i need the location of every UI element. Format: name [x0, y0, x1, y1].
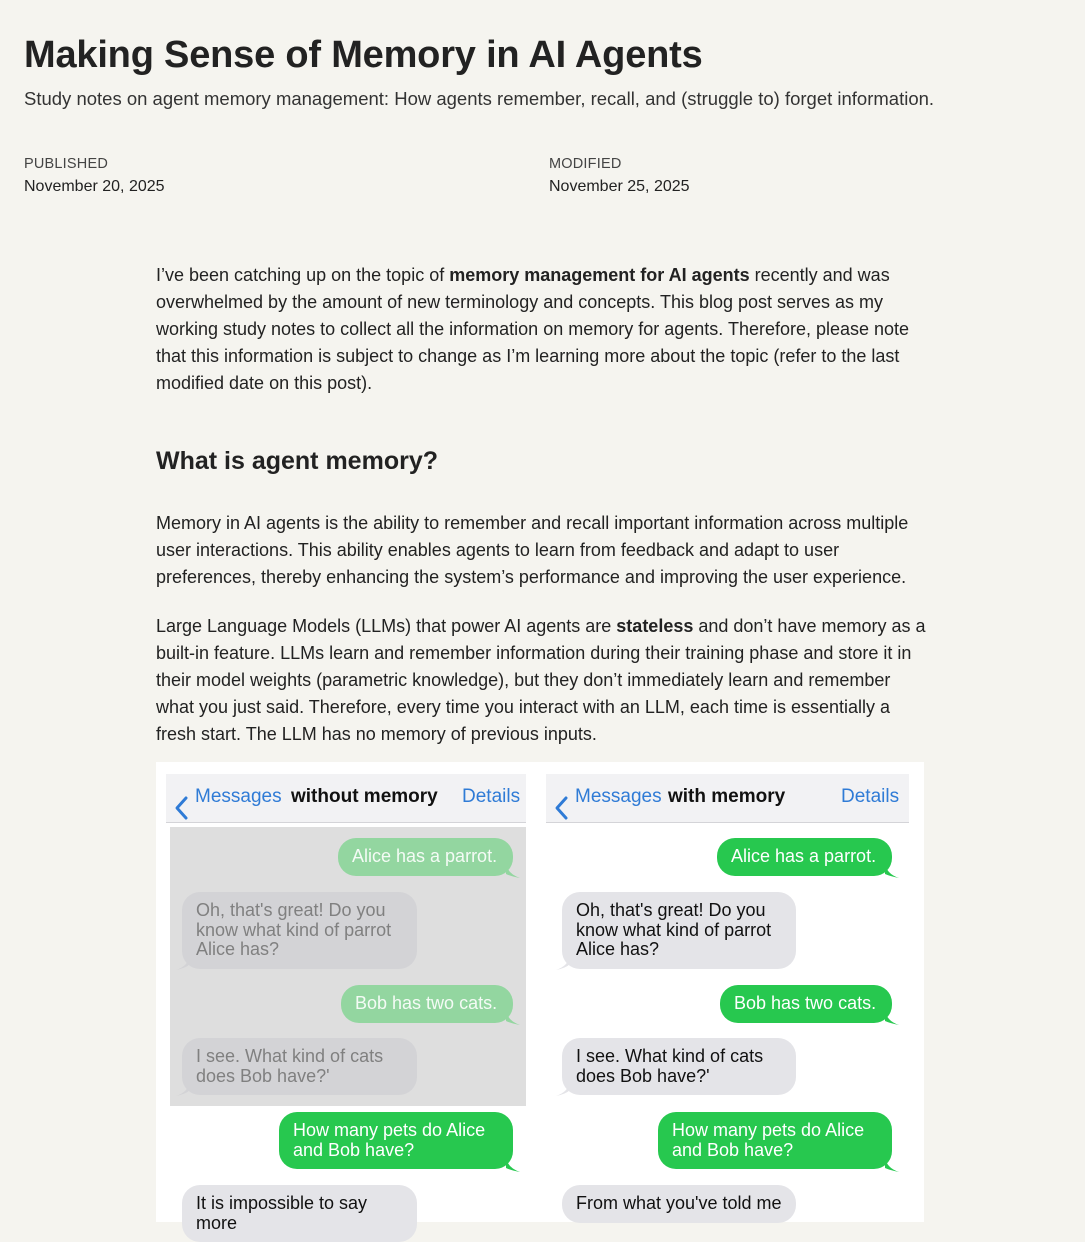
- page-subtitle: Study notes on agent memory management: How agents remember, recall, and (struggle to) forget information.: [24, 88, 935, 109]
- right-msg-user-3: How many pets do Alice and Bob have?: [658, 1112, 892, 1169]
- right-msg-agent-2: I see. What kind of cats does Bob have?': [562, 1038, 796, 1095]
- left-details-link[interactable]: Details: [462, 786, 521, 807]
- left-msg-agent-2: I see. What kind of cats does Bob have?': [182, 1038, 417, 1095]
- intro-emphasis: memory management for AI agents: [449, 265, 750, 285]
- modified-meta: [549, 156, 690, 196]
- right-phone-header: [546, 774, 909, 823]
- left-msg-user-2: Bob has two cats.: [341, 985, 513, 1023]
- intro-text-end: recently and was overwhelmed by the amount of new terminology and concepts. This blog post serves as my working study notes to collect all the information on memory for agents. Therefore, please note that this information is subject to change as I’m learning more about the topic (refer to the last modified date on this post).: [156, 265, 910, 393]
- right-msg-agent-3: From what you've told me: [562, 1185, 796, 1223]
- intro-text-start: I’ve been catching up on the topic of: [156, 265, 450, 285]
- page-title: Making Sense of Memory in AI Agents: [24, 34, 703, 76]
- left-back-link[interactable]: Messages: [195, 786, 282, 807]
- intro-paragraph: [156, 262, 926, 397]
- stateless-text-end: and don’t have memory as a built-in feature. LLMs learn and remember information during their training phase and store it in their model weights (parametric knowledge), but they don’t immediately learn and remember what you just said. Therefore, every time you interact with an LLM, each time is essentially a fresh start. The LLM has no memory of previous inputs.: [156, 616, 926, 744]
- right-details-link[interactable]: Details: [841, 786, 900, 807]
- right-msg-user-1: Alice has a parrot.: [717, 838, 892, 876]
- modified-date: November 25, 2025: [549, 178, 690, 195]
- modified-label: MODIFIED: [549, 156, 622, 172]
- right-msg-agent-1: Oh, that's great! Do you know what kind of parrot Alice has?: [562, 892, 796, 969]
- memory-comparison-figure: [156, 762, 924, 1233]
- left-phone-header: [166, 774, 526, 823]
- left-phone-title: without memory: [291, 786, 438, 807]
- stateless-text-start: Large Language Models (LLMs) that power AI agents are: [156, 616, 617, 636]
- published-meta: [24, 156, 165, 196]
- section-heading: What is agent memory?: [156, 447, 438, 475]
- published-label: PUBLISHED: [24, 156, 108, 172]
- left-msg-user-1: Alice has a parrot.: [338, 838, 513, 876]
- left-msg-user-3: How many pets do Alice and Bob have?: [279, 1112, 513, 1169]
- stateless-paragraph: [156, 613, 926, 748]
- stateless-emphasis: stateless: [616, 616, 694, 636]
- chevron-left-icon[interactable]: [554, 796, 568, 820]
- left-msg-agent-1: Oh, that's great! Do you know what kind of parrot Alice has?: [182, 892, 417, 969]
- right-msg-user-2: Bob has two cats.: [720, 985, 892, 1023]
- memory-definition-paragraph: Memory in AI agents is the ability to remember and recall important information across multiple user interactions. This ability enables agents to learn from feedback and adapt to user preferences, thereby enhancing the system’s performance and improving the user experience.: [156, 513, 909, 587]
- right-phone-title: with memory: [668, 786, 786, 807]
- chevron-left-icon[interactable]: [174, 796, 188, 820]
- article-body: [156, 262, 926, 748]
- published-date: November 20, 2025: [24, 178, 165, 195]
- right-back-link[interactable]: Messages: [575, 786, 662, 807]
- left-msg-agent-3: It is impossible to say more: [182, 1185, 417, 1242]
